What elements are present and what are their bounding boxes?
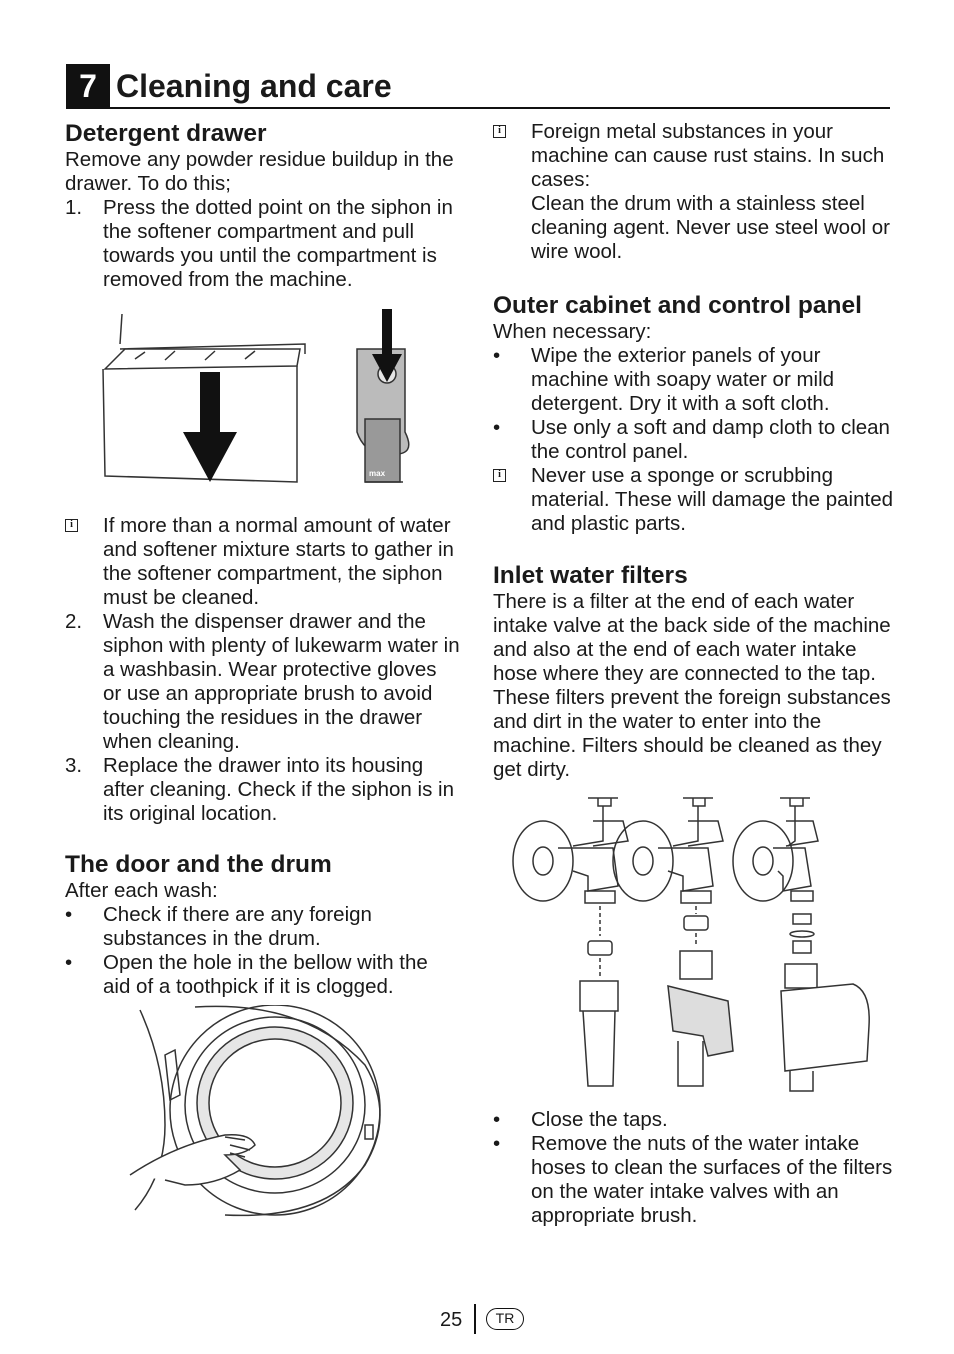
info-icon: i [493,125,506,138]
note-text: Foreign metal substances in your machine can cause rust stains. In such cases: [531,120,885,191]
cabinet-bullet [493,344,893,416]
bullet-text: Wipe the exterior panels of your machine with soapy water or mild detergent. Dry it with a soft cloth. [531,344,835,415]
left-column [65,120,460,1220]
footer-divider [474,1304,476,1334]
detergent-drawer-heading: Detergent drawer [65,120,267,147]
note-metal [493,120,893,264]
bullet-icon: • [493,1108,501,1131]
bullet-text: Open the hole in the bellow with the aid of a toothpick if it is clogged. [103,951,428,998]
bullet-icon: • [65,903,73,926]
bullet-text: Use only a soft and damp cloth to clean the control panel. [531,416,890,463]
language-badge: TR [486,1308,524,1330]
chapter-number: 7 [66,64,110,108]
step-number: 1. [65,196,83,219]
step-number: 3. [65,754,83,777]
bullet-icon: • [493,416,501,439]
bullet-icon: • [493,1132,501,1155]
arrow-down-icon [183,372,237,482]
bullet-text: Remove the nuts of the water intake hoses to clean the surfaces of the filters on the water intake valves with an appropriate brush. [531,1132,893,1227]
note-text-2: Clean the drum with a stainless steel cleaning agent. Never use steel wool or wire wool. [531,192,890,263]
filters-text: There is a filter at the end of each water intake valve at the back side of the machine and also at the end of each water intake hose where they are connected to the tap. These filters prevent the foreign substances and dirt in the water to enter into the machine. Filters should be cleaned as they get dirty. [493,590,891,781]
step-1 [65,196,460,292]
bullet-text: Close the taps. [531,1108,668,1131]
door-drum-heading: The door and the drum [65,851,332,878]
step-2 [65,610,460,754]
note-sponge [493,464,893,536]
title-rule [66,107,890,109]
door-intro: After each wash: [65,879,218,902]
step-3 [65,754,460,826]
step-text: Press the dotted point on the siphon in the softener compartment and pull towards you until the compartment is removed from the machine. [103,196,453,291]
filters-bullet [493,1132,893,1228]
page-number: 25 [440,1309,463,1331]
bullet-icon: • [65,951,73,974]
bullet-text: Check if there are any foreign substances in the drum. [103,903,372,950]
note-text: Never use a sponge or scrubbing material. These will damage the painted and plastic parts. [531,464,893,535]
cabinet-heading: Outer cabinet and control panel [493,292,862,319]
siphon-max-label: max [369,469,386,478]
cabinet-bullet [493,416,893,464]
page-title: Cleaning and care [116,68,392,104]
cabinet-intro: When necessary: [493,320,652,343]
info-icon: i [493,469,506,482]
info-icon: i [65,519,78,532]
right-column [493,120,893,1228]
step-text: Replace the drawer into its housing after cleaning. Check if the siphon is in its original location. [103,754,454,825]
bullet-icon: • [493,344,501,367]
filters-bullet [493,1108,893,1132]
note-siphon [65,514,460,610]
filters-heading: Inlet water filters [493,562,688,589]
drawer-intro: Remove any powder residue buildup in the drawer. To do this; [65,148,454,195]
door-bullet [65,951,460,999]
door-bellow-figure [65,1005,460,1220]
inlet-filters-figure [493,786,893,1106]
step-number: 2. [65,610,83,633]
drawer-removal-figure [65,304,460,504]
step-text: Wash the dispenser drawer and the siphon with plenty of lukewarm water in a washbasin. Wear protective gloves or use an appropriate brush to avoid touching the residues in the drawer when cleaning. [103,610,460,753]
note-text: If more than a normal amount of water and softener mixture starts to gather in the softener compartment, the siphon must be cleaned. [103,514,454,609]
door-bullet [65,903,460,951]
